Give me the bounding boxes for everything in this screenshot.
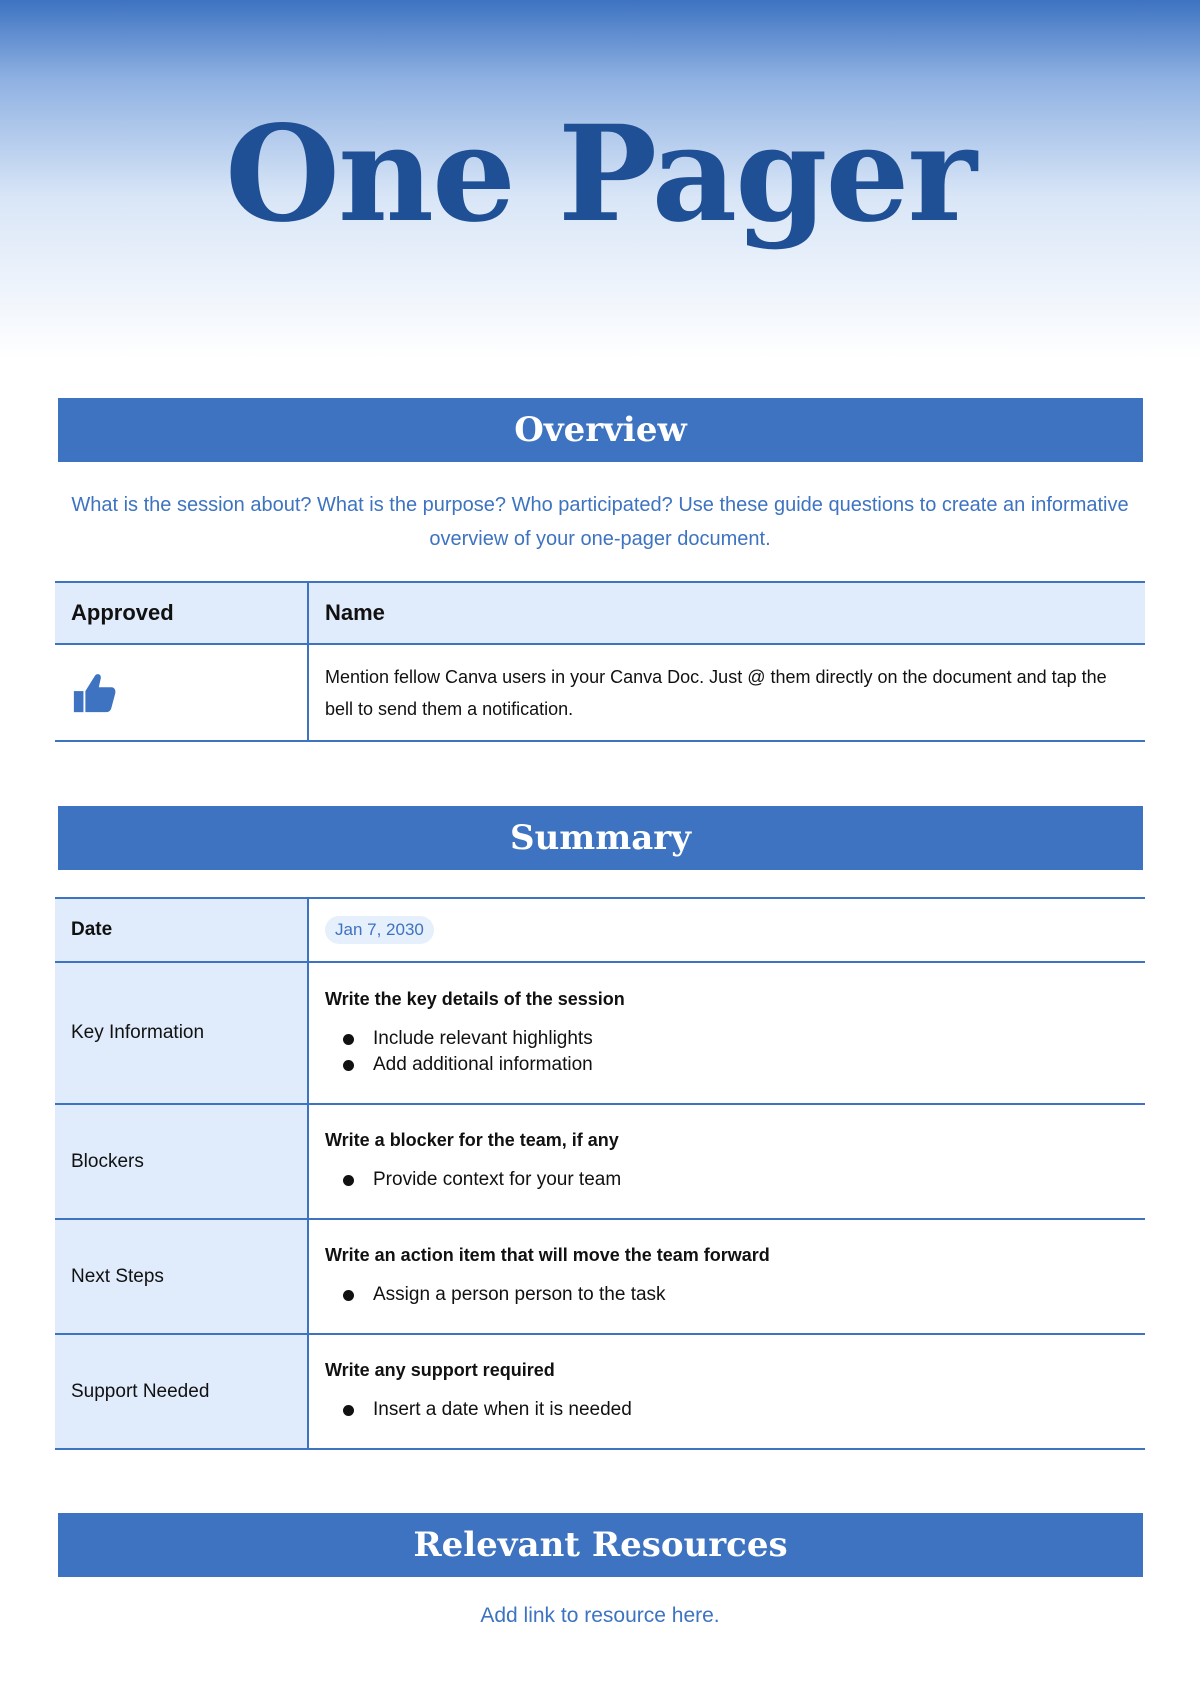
bullet-item: Assign a person person to the task — [343, 1282, 1129, 1308]
mention-text: Mention fellow Canva users in your Canva Doc. Just @ them directly on the document and tap the bell to send them a notification. — [308, 644, 1145, 741]
date-cell — [308, 898, 1145, 962]
row-label: Key Information — [55, 962, 308, 1104]
summary-heading: Summary — [58, 806, 1143, 870]
row-title: Write the key details of the session — [325, 988, 625, 1009]
bullet-item: Provide context for your team — [343, 1167, 1129, 1193]
overview-heading: Overview — [58, 398, 1143, 462]
row-title: Write a blocker for the team, if any — [325, 1130, 619, 1150]
row-content — [308, 1104, 1145, 1219]
approved-header: Approved — [55, 582, 308, 644]
bullet-list — [325, 1282, 1129, 1308]
summary-row-support-needed — [55, 1334, 1145, 1449]
bullet-list — [325, 1026, 1129, 1078]
bullet-list — [325, 1397, 1129, 1423]
overview-text: What is the session about? What is the purpose? Who participated? Use these guide questions to create an informative overview of your one-pager document. — [71, 494, 1129, 550]
approved-cell — [55, 644, 308, 741]
row-title: Write an action item that will move the team forward — [325, 1245, 770, 1265]
date-row — [55, 898, 1145, 962]
summary-row-key-information — [55, 962, 1145, 1104]
resources-heading: Relevant Resources — [58, 1513, 1143, 1577]
bullet-list — [325, 1167, 1129, 1193]
row-label: Blockers — [55, 1104, 308, 1219]
approval-header-row — [55, 582, 1145, 644]
bullet-item: Add additional information — [343, 1052, 1129, 1078]
date-label: Date — [55, 898, 308, 962]
date-chip[interactable]: Jan 7, 2030 — [325, 916, 434, 944]
resource-link[interactable]: Add link to resource here. — [480, 1604, 720, 1627]
row-label: Support Needed — [55, 1334, 308, 1449]
summary-row-next-steps — [55, 1219, 1145, 1334]
thumbs-up-icon — [71, 670, 117, 716]
approval-table — [55, 581, 1145, 742]
row-label: Next Steps — [55, 1219, 308, 1334]
row-title: Write any support required — [325, 1360, 555, 1380]
bullet-item: Insert a date when it is needed — [343, 1397, 1129, 1423]
page-title: One Pager — [225, 97, 975, 252]
row-content — [308, 962, 1145, 1104]
summary-table — [55, 897, 1145, 1450]
name-header: Name — [308, 582, 1145, 644]
approval-row — [55, 644, 1145, 741]
bullet-item: Include relevant highlights — [343, 1026, 1129, 1052]
row-content — [308, 1334, 1145, 1449]
row-content — [308, 1219, 1145, 1334]
summary-row-blockers — [55, 1104, 1145, 1219]
